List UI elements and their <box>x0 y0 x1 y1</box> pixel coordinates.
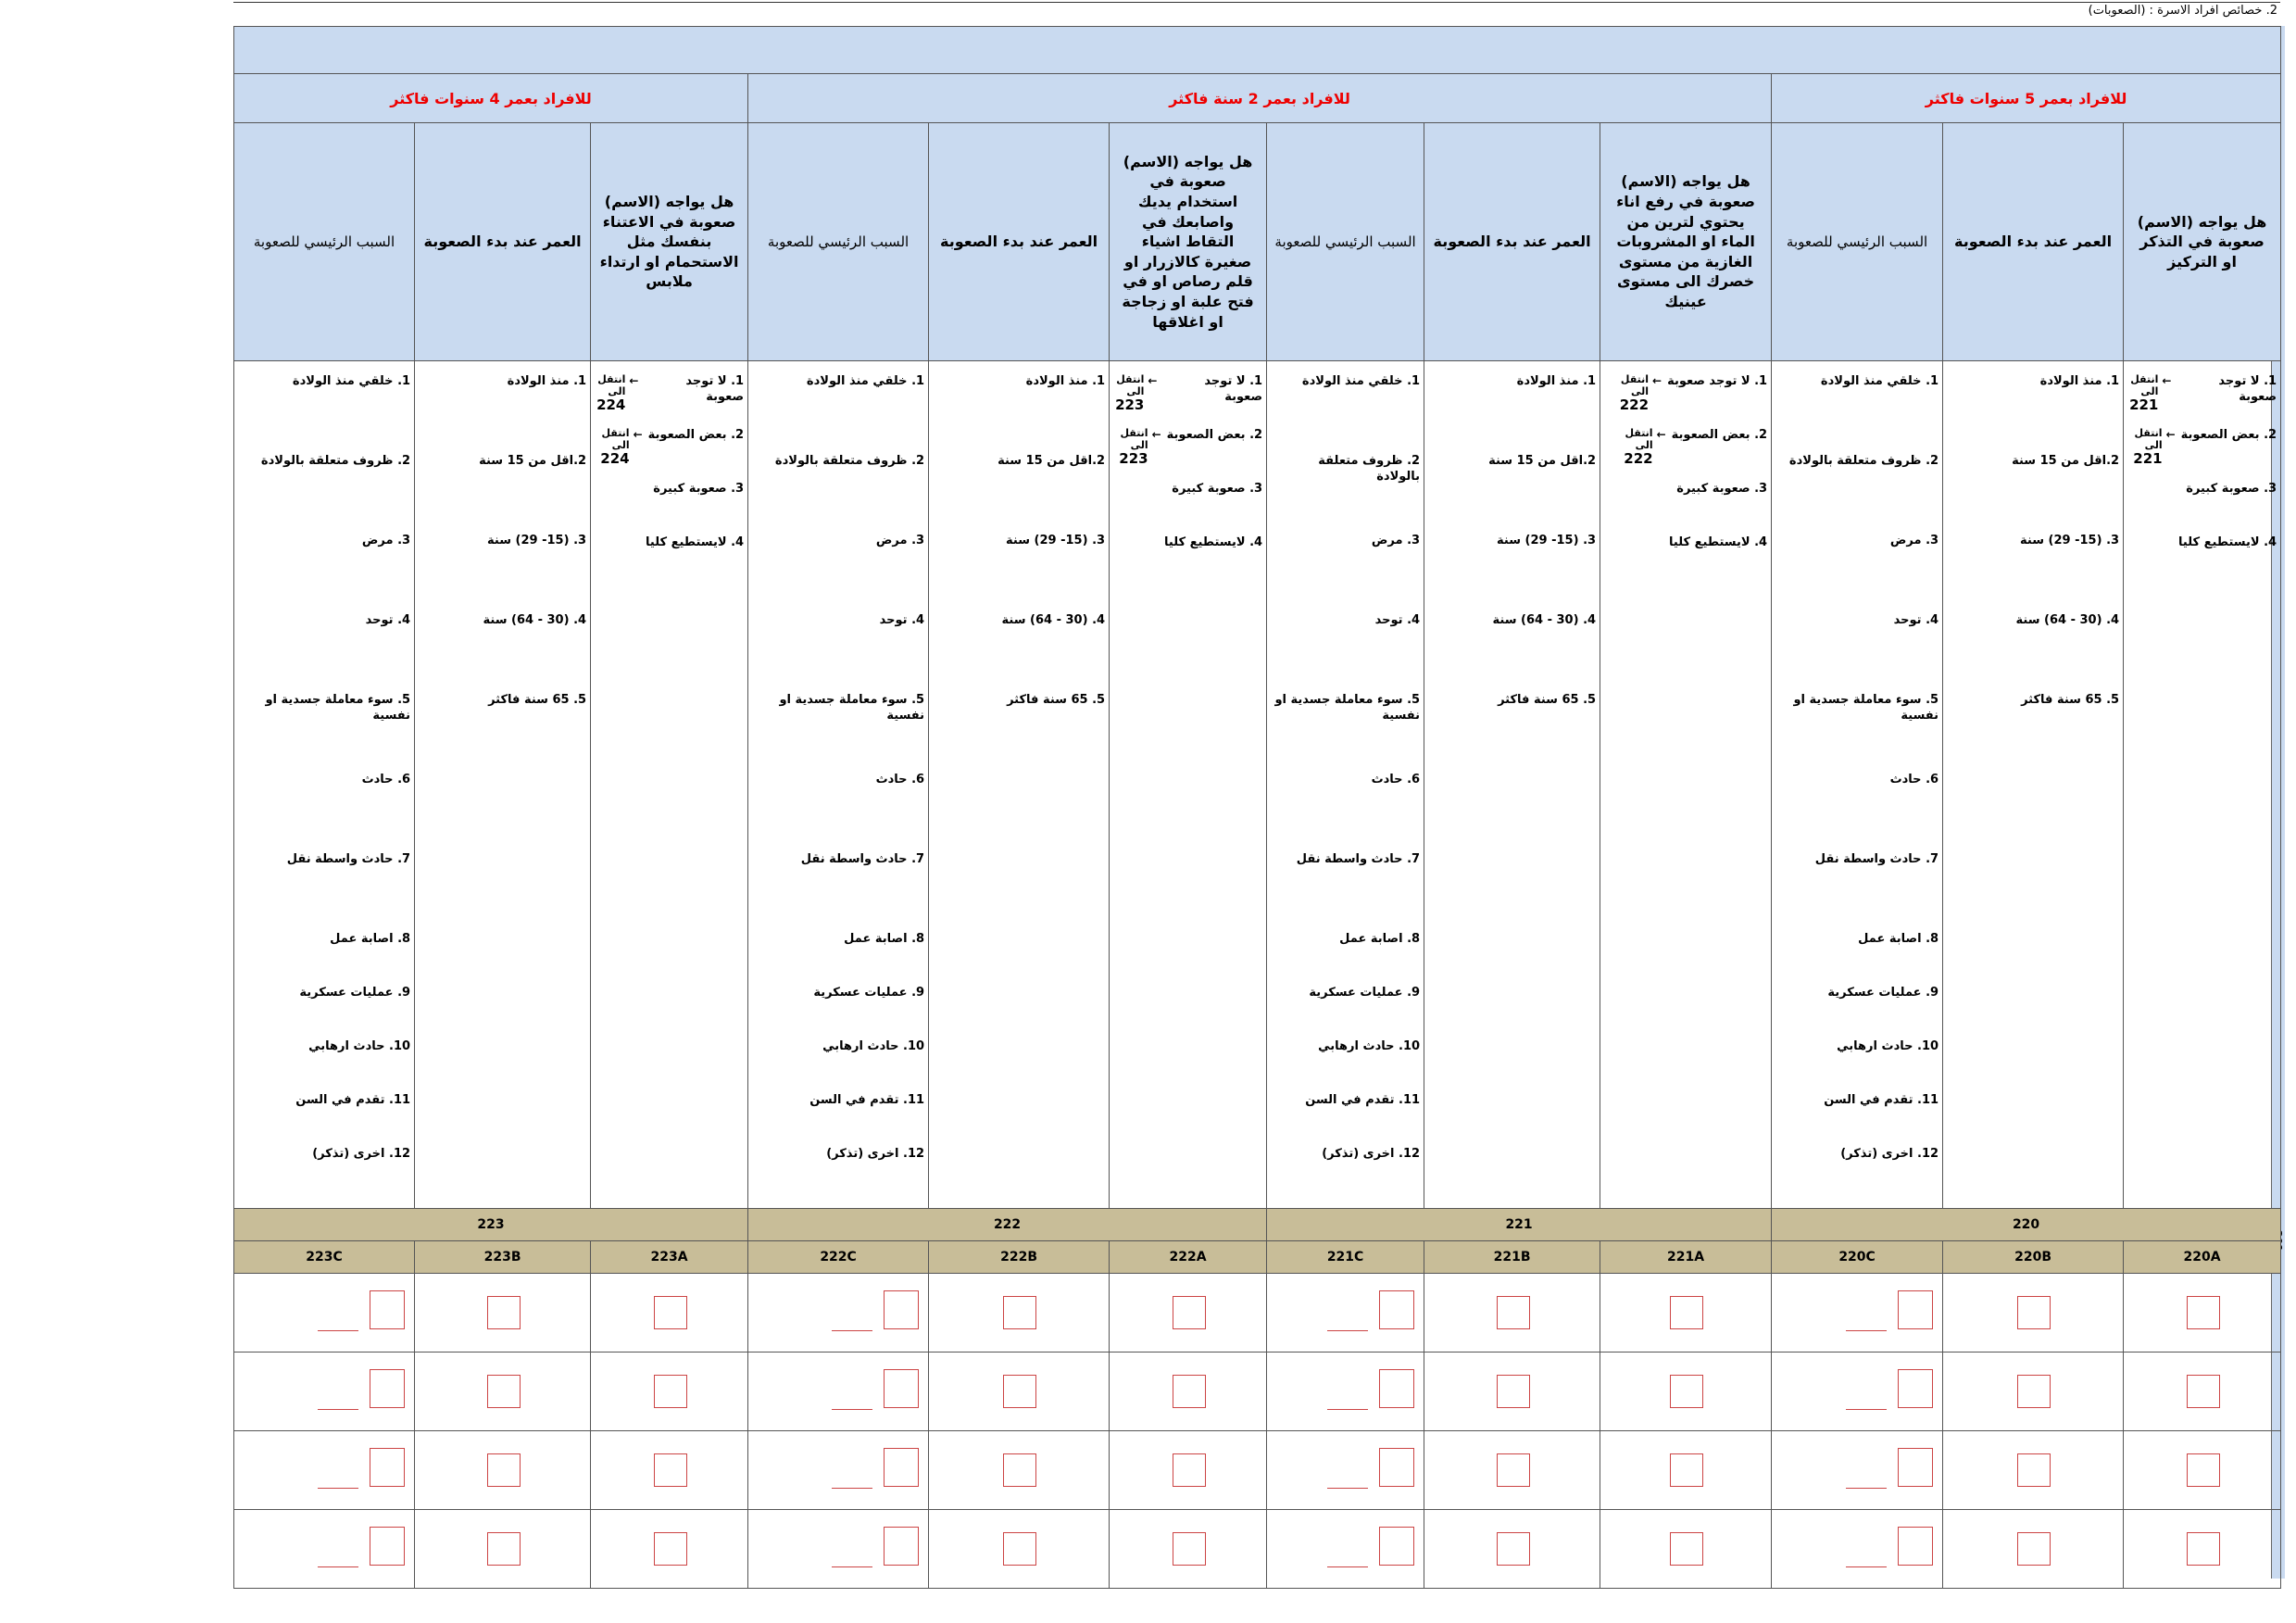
cause-option-3: 3. مرض <box>1889 534 1939 547</box>
answer-box[interactable] <box>1670 1296 1703 1329</box>
option-some-difficulty: 2. بعض الصعوبة ← انتقل الى 221 <box>2133 427 2277 468</box>
answer-box[interactable] <box>1670 1532 1703 1566</box>
cause-option-3: 3. مرض <box>875 534 925 547</box>
answer-row <box>234 1352 2281 1431</box>
age-option-1: 1. منذ الولادة <box>507 374 587 388</box>
answer-box[interactable] <box>487 1532 521 1566</box>
options-row <box>234 361 2281 1209</box>
answer-box[interactable] <box>654 1532 687 1566</box>
cause-option-10: 10. حادث ارهابي <box>1318 1039 1421 1053</box>
options-221C <box>1267 361 1424 1209</box>
answer-box[interactable] <box>370 1527 405 1566</box>
cause-option-9: 9. عمليات عسكرية <box>1827 986 1939 1000</box>
cause-option-8: 8. اصابة عمل <box>330 932 411 946</box>
option-some-difficulty: 2. بعض الصعوبة ← انتقل الى 222 <box>1624 427 1768 468</box>
answer-box[interactable] <box>884 1290 919 1329</box>
group-code-row <box>234 1209 2281 1241</box>
answer-box[interactable] <box>370 1448 405 1487</box>
cause-option-12: 12. اخرى (تذكر) <box>1322 1147 1421 1161</box>
cause-option-4: 4. توحد <box>1374 613 1421 627</box>
answer-box[interactable] <box>1497 1532 1530 1566</box>
code-221: 221 <box>1267 1209 1772 1241</box>
age-option-1: 1. منذ الولادة <box>2039 374 2120 388</box>
cause-option-2: 2. ظروف متعلقة بالولادة <box>1788 454 1939 468</box>
cause-option-7: 7. حادث واسطة نقل <box>800 852 925 866</box>
answer-box[interactable] <box>1497 1375 1530 1408</box>
group-4plus: للافراد بعمر 4 سنوات فاكثر <box>234 74 748 123</box>
answer-box[interactable] <box>1670 1375 1703 1408</box>
answer-box[interactable] <box>654 1453 687 1487</box>
answer-box[interactable] <box>487 1453 521 1487</box>
skip-instruction: ← انتقل الى 221 <box>2133 427 2176 468</box>
cause-option-7: 7. حادث واسطة نقل <box>286 852 411 866</box>
skip-instruction: ← انتقل الى 223 <box>1119 427 1161 468</box>
cause-option-3: 3. مرض <box>1371 534 1421 547</box>
cause-option-12: 12. اخرى (تذكر) <box>1840 1147 1939 1161</box>
answer-box[interactable] <box>370 1369 405 1408</box>
code-220C: 220C <box>1772 1241 1943 1274</box>
top-rule <box>233 2 2280 3</box>
code-222A: 222A <box>1110 1241 1267 1274</box>
option-great-difficulty: 3. صعوبة كبيرة <box>653 482 745 496</box>
option-cannot: 4. لايستطيع كليا <box>646 535 745 549</box>
options-223A <box>591 361 748 1209</box>
cause-option-10: 10. حادث ارهابي <box>1837 1039 1939 1053</box>
cause-option-3: 3. مرض <box>361 534 411 547</box>
other-specify-line[interactable] <box>1327 1409 1368 1410</box>
answer-box[interactable] <box>1173 1296 1206 1329</box>
age-option-2: 2.اقل من 15 سنة <box>479 454 587 468</box>
age-option-2: 2.اقل من 15 سنة <box>1488 454 1597 468</box>
options-223C <box>234 361 415 1209</box>
other-specify-line[interactable] <box>1846 1488 1887 1489</box>
code-223B: 223B <box>415 1241 591 1274</box>
q223B-header: العمر عند بدء الصعوبة <box>415 123 591 361</box>
code-222: 222 <box>748 1209 1267 1241</box>
answer-box[interactable] <box>2017 1532 2051 1566</box>
option-some-difficulty: 2. بعض الصعوبة ← انتقل الى 223 <box>1119 427 1263 468</box>
code-221A: 221A <box>1600 1241 1772 1274</box>
cause-option-11: 11. تقدم في السن <box>1305 1093 1421 1107</box>
answer-row <box>234 1431 2281 1510</box>
difficulties-form-table <box>233 26 2281 1589</box>
option-cannot: 4. لايستطيع كليا <box>2178 535 2277 549</box>
other-specify-line[interactable] <box>1327 1330 1368 1331</box>
cause-option-1: 1. خلقي منذ الولادة <box>806 374 925 388</box>
q223A-header: هل يواجه (الاسم) صعوبة في الاعتناء بنفسك مثل الاستحمام او ارتداء ملابس <box>591 123 748 361</box>
answer-box[interactable] <box>1003 1532 1036 1566</box>
options-220A <box>2124 361 2281 1209</box>
answer-box[interactable] <box>2017 1375 2051 1408</box>
cause-option-6: 6. حادث <box>1371 773 1421 786</box>
answer-row <box>234 1510 2281 1589</box>
age-option-3: 3. (15- 29) سنة <box>2020 534 2120 547</box>
cause-option-10: 10. حادث ارهابي <box>308 1039 411 1053</box>
other-specify-line[interactable] <box>832 1566 872 1567</box>
age-option-3: 3. (15- 29) سنة <box>1006 534 1106 547</box>
group-5plus: للافراد بعمر 5 سنوات فاكثر <box>1772 74 2281 123</box>
q220A-header: هل يواجه (الاسم) صعوبة في التذكر او التركيز <box>2124 123 2281 361</box>
answer-box[interactable] <box>1173 1532 1206 1566</box>
cause-option-6: 6. حادث <box>1889 773 1939 786</box>
skip-instruction: ← انتقل الى 221 <box>2129 373 2172 414</box>
code-220A: 220A <box>2124 1241 2281 1274</box>
option-no-difficulty: 1. لا توجد صعوبة ← انتقل الى 223 <box>1115 373 1263 414</box>
other-specify-line[interactable] <box>318 1330 358 1331</box>
cause-option-8: 8. اصابة عمل <box>844 932 925 946</box>
cause-option-5: 5. سوء معاملة جسدية او نفسية <box>1274 693 1421 723</box>
answer-box[interactable] <box>884 1369 919 1408</box>
q221A-header: هل يواجه (الاسم) صعوبة في رفع اناء يحتوي لترين من الماء او المشروبات الغازية من مستوى خصرك الى مستوى عينيك <box>1600 123 1772 361</box>
cause-option-1: 1. خلقي منذ الولادة <box>1820 374 1939 388</box>
answer-box[interactable] <box>1670 1453 1703 1487</box>
cause-option-1: 1. خلقي منذ الولادة <box>292 374 411 388</box>
other-specify-line[interactable] <box>832 1488 872 1489</box>
skip-instruction: ← انتقل الى 222 <box>1619 373 1662 414</box>
skip-instruction: ← انتقل الى 223 <box>1115 373 1158 414</box>
answer-box[interactable] <box>1497 1453 1530 1487</box>
other-specify-line[interactable] <box>832 1409 872 1410</box>
q220C-header: السبب الرئيسي للصعوبة <box>1772 123 1943 361</box>
options-222B <box>929 361 1110 1209</box>
answer-box[interactable] <box>1898 1448 1933 1487</box>
cause-option-9: 9. عمليات عسكرية <box>813 986 925 1000</box>
answer-box[interactable] <box>1173 1453 1206 1487</box>
options-222A <box>1110 361 1267 1209</box>
question-header-row <box>234 123 2281 361</box>
age-option-5: 5. 65 سنة فاكثر <box>1498 693 1597 707</box>
option-some-difficulty: 2. بعض الصعوبة ← انتقل الى 224 <box>600 427 745 468</box>
option-no-difficulty: 1. لا توجد صعوبة ← انتقل الى 221 <box>2129 373 2277 414</box>
answer-box[interactable] <box>654 1375 687 1408</box>
answer-box[interactable] <box>1003 1453 1036 1487</box>
answer-box[interactable] <box>1379 1290 1414 1329</box>
options-221A <box>1600 361 1772 1209</box>
code-223C: 223C <box>234 1241 415 1274</box>
code-222C: 222C <box>748 1241 929 1274</box>
age-option-4: 4. (30 - 64) سنة <box>1492 613 1597 627</box>
cause-option-5: 5. سوء معاملة جسدية او نفسية <box>1793 693 1939 723</box>
cause-option-1: 1. خلقي منذ الولادة <box>1301 374 1421 388</box>
answer-box[interactable] <box>2017 1296 2051 1329</box>
other-specify-line[interactable] <box>318 1488 358 1489</box>
option-cannot: 4. لايستطيع كليا <box>1164 535 1263 549</box>
cause-option-11: 11. تقدم في السن <box>295 1093 411 1107</box>
cause-option-7: 7. حادث واسطة نقل <box>1296 852 1421 866</box>
other-specify-line[interactable] <box>1846 1330 1887 1331</box>
answer-box[interactable] <box>1379 1527 1414 1566</box>
other-specify-line[interactable] <box>1327 1566 1368 1567</box>
cause-option-6: 6. حادث <box>361 773 411 786</box>
skip-instruction: ← انتقل الى 222 <box>1624 427 1666 468</box>
answer-box[interactable] <box>2187 1453 2220 1487</box>
cause-option-2: 2. ظروف متعلقة بالولادة <box>260 454 411 468</box>
option-great-difficulty: 3. صعوبة كبيرة <box>1676 482 1768 496</box>
answer-box[interactable] <box>1497 1296 1530 1329</box>
cause-option-8: 8. اصابة عمل <box>1339 932 1421 946</box>
code-222B: 222B <box>929 1241 1110 1274</box>
option-no-difficulty: 1. لا توجد صعوبة ← انتقل الى 224 <box>596 373 745 414</box>
q220B-header: العمر عند بدء الصعوبة <box>1943 123 2124 361</box>
answer-box[interactable] <box>1379 1369 1414 1408</box>
skip-instruction: ← انتقل الى 224 <box>596 373 639 414</box>
other-specify-line[interactable] <box>1327 1488 1368 1489</box>
age-option-1: 1. منذ الولادة <box>1025 374 1106 388</box>
age-option-1: 1. منذ الولادة <box>1516 374 1597 388</box>
code-220B: 220B <box>1943 1241 2124 1274</box>
answer-box[interactable] <box>1898 1369 1933 1408</box>
cause-option-11: 11. تقدم في السن <box>1824 1093 1939 1107</box>
age-option-5: 5. 65 سنة فاكثر <box>2021 693 2120 707</box>
q222B-header: العمر عند بدء الصعوبة <box>929 123 1110 361</box>
code-223: 223 <box>234 1209 748 1241</box>
option-no-difficulty: 1. لا توجد صعوبة ← انتقل الى 222 <box>1619 373 1768 414</box>
cause-option-4: 4. توحد <box>365 613 411 627</box>
age-option-3: 3. (15- 29) سنة <box>487 534 587 547</box>
cause-option-6: 6. حادث <box>875 773 925 786</box>
option-great-difficulty: 3. صعوبة كبيرة <box>1172 482 1263 496</box>
group-header-row <box>234 74 2281 123</box>
age-option-4: 4. (30 - 64) سنة <box>1001 613 1106 627</box>
option-great-difficulty: 3. صعوبة كبيرة <box>2186 482 2277 496</box>
options-220C <box>1772 361 1943 1209</box>
age-option-2: 2.اقل من 15 سنة <box>997 454 1106 468</box>
cause-option-8: 8. اصابة عمل <box>1858 932 1939 946</box>
options-221B <box>1424 361 1600 1209</box>
cause-option-4: 4. توحد <box>879 613 925 627</box>
cause-option-2: 2. ظروف متعلقة بالولادة <box>1318 454 1421 484</box>
group-2plus: للافراد بعمر 2 سنة فاكثر <box>748 74 1772 123</box>
answer-box[interactable] <box>487 1375 521 1408</box>
cause-option-7: 7. حادث واسطة نقل <box>1814 852 1939 866</box>
options-222C <box>748 361 929 1209</box>
answer-box[interactable] <box>884 1527 919 1566</box>
answer-box[interactable] <box>1003 1296 1036 1329</box>
cause-option-9: 9. عمليات عسكرية <box>1309 986 1421 1000</box>
answer-box[interactable] <box>884 1448 919 1487</box>
cause-option-4: 4. توحد <box>1893 613 1939 627</box>
cause-option-10: 10. حادث ارهابي <box>822 1039 925 1053</box>
cause-option-9: 9. عمليات عسكرية <box>299 986 411 1000</box>
other-specify-line[interactable] <box>1846 1409 1887 1410</box>
cause-option-5: 5. سوء معاملة جسدية او نفسية <box>779 693 925 723</box>
sub-code-row <box>234 1241 2281 1274</box>
answer-box[interactable] <box>1898 1527 1933 1566</box>
code-221C: 221C <box>1267 1241 1424 1274</box>
q222C-header: السبب الرئيسي للصعوبة <box>748 123 929 361</box>
q221C-header: السبب الرئيسي للصعوبة <box>1267 123 1424 361</box>
age-option-3: 3. (15- 29) سنة <box>1497 534 1597 547</box>
code-220: 220 <box>1772 1209 2281 1241</box>
other-specify-line[interactable] <box>318 1566 358 1567</box>
code-221B: 221B <box>1424 1241 1600 1274</box>
other-specify-line[interactable] <box>1846 1566 1887 1567</box>
age-option-5: 5. 65 سنة فاكثر <box>488 693 587 707</box>
answer-box[interactable] <box>370 1290 405 1329</box>
other-specify-line[interactable] <box>832 1330 872 1331</box>
age-option-2: 2.اقل من 15 سنة <box>2012 454 2120 468</box>
answer-box[interactable] <box>2187 1375 2220 1408</box>
answer-row <box>234 1274 2281 1352</box>
options-223B <box>415 361 591 1209</box>
cause-option-11: 11. تقدم في السن <box>809 1093 925 1107</box>
q223C-header: السبب الرئيسي للصعوبة <box>234 123 415 361</box>
answer-box[interactable] <box>2017 1453 2051 1487</box>
answer-box[interactable] <box>1898 1290 1933 1329</box>
q221B-header: العمر عند بدء الصعوبة <box>1424 123 1600 361</box>
answer-box[interactable] <box>2187 1296 2220 1329</box>
answer-box[interactable] <box>1173 1375 1206 1408</box>
answer-box[interactable] <box>1003 1375 1036 1408</box>
page-title: 2. خصائص افراد الاسرة : (الصعوبات) <box>2088 4 2277 18</box>
answer-box[interactable] <box>487 1296 521 1329</box>
header-blank-row <box>234 27 2281 74</box>
age-option-5: 5. 65 سنة فاكثر <box>1007 693 1106 707</box>
answer-box[interactable] <box>1379 1448 1414 1487</box>
q222A-header: هل يواجه (الاسم) صعوبة في استخدام يديك واصابعك في التقاط اشياء صغيرة كالازرار او قلم رصاص او في فتح علبة او زجاجة او اغلاقها <box>1110 123 1267 361</box>
cause-option-5: 5. سوء معاملة جسدية او نفسية <box>265 693 411 723</box>
skip-instruction: ← انتقل الى 224 <box>600 427 643 468</box>
option-cannot: 4. لايستطيع كليا <box>1669 535 1768 549</box>
options-220B <box>1943 361 2124 1209</box>
other-specify-line[interactable] <box>318 1409 358 1410</box>
cause-option-2: 2. ظروف متعلقة بالولادة <box>774 454 925 468</box>
age-option-4: 4. (30 - 64) سنة <box>2015 613 2120 627</box>
answer-box[interactable] <box>2187 1532 2220 1566</box>
age-option-4: 4. (30 - 64) سنة <box>483 613 587 627</box>
cause-option-12: 12. اخرى (تذكر) <box>826 1147 925 1161</box>
code-223A: 223A <box>591 1241 748 1274</box>
answer-box[interactable] <box>654 1296 687 1329</box>
cause-option-12: 12. اخرى (تذكر) <box>312 1147 411 1161</box>
